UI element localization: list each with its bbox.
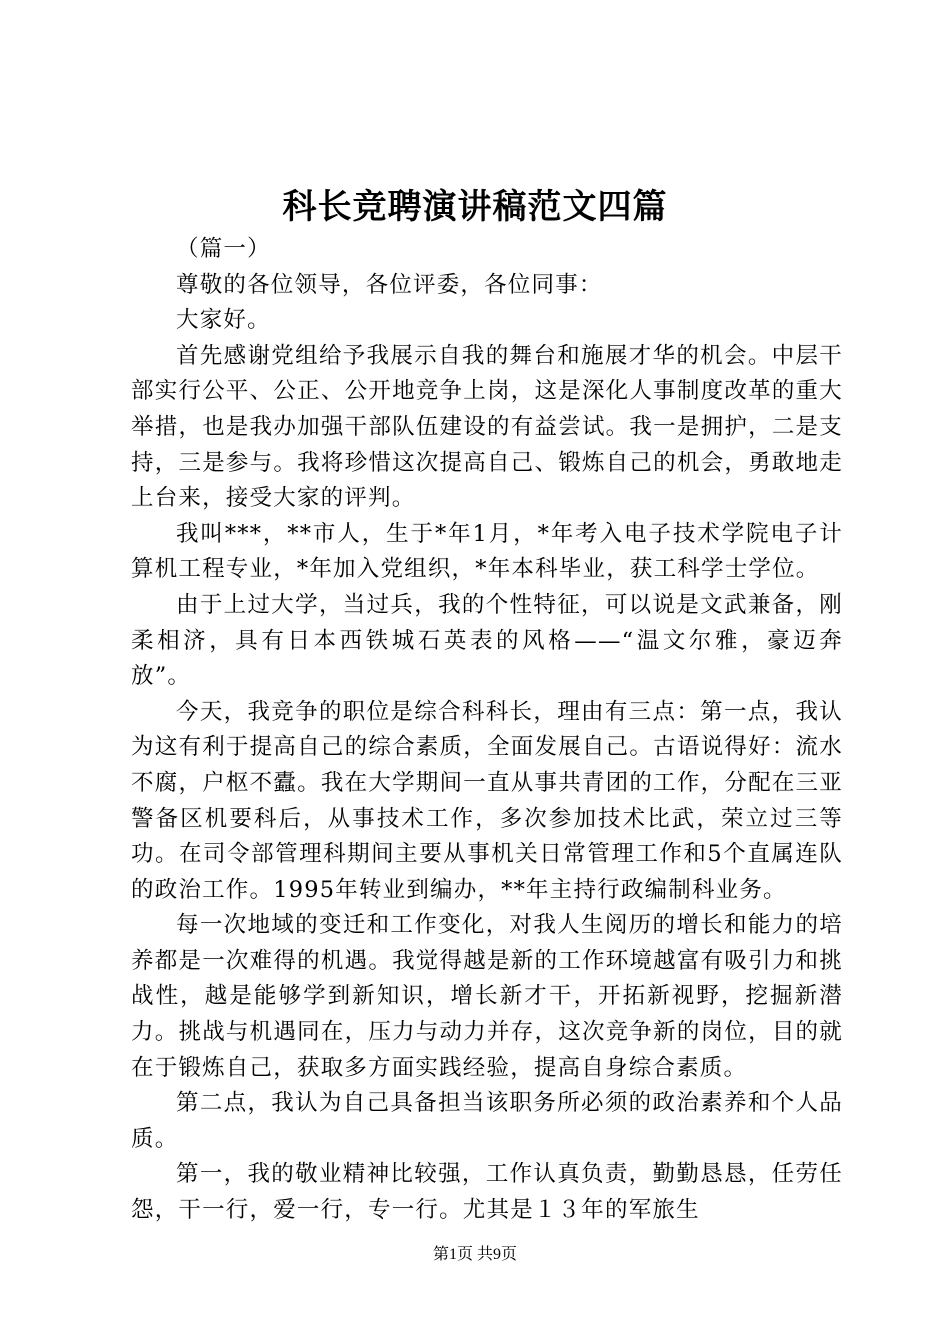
paragraph: 首先感谢党组给予我展示自我的舞台和施展才华的机会。中层干部实行公平、公正、公开地竞争上岗，这是深化人事制度改革的重大举措，也是我办加强干部队伍建设的有益尝试。我一是拥护，二是支持，三是参与。我将珍惜这次提高自己、锻炼自己的机会，勇敢地走上台来，接受大家的评判。 [131,342,843,512]
paragraph: 第二点，我认为自己具备担当该职务所必须的政治素养和个人品质。 [131,1090,843,1152]
page-footer: 第1页 共9页 [432,1246,517,1263]
paragraph: 每一次地域的变迁和工作变化，对我人生阅历的增长和能力的培养都是一次难得的机遇。我觉得越是新的工作环境越富有吸引力和挑战性，越是能够学到新知识，增长新才干，开拓新视野，挖掘新潜力。挑战与机遇同在，压力与动力并存，这次竞争新的岗位，目的就在于锻炼自己，获取多方面实践经验，提高自身综合素质。 [131,912,843,1081]
paragraph: 尊敬的各位领导，各位评委，各位同事： [176,271,603,298]
paragraph: 大家好。 [176,307,271,334]
document-body [131,232,843,1229]
paragraph: 由于上过大学，当过兵，我的个性特征，可以说是文武兼备，刚柔相济，具有日本西铁城石英表的风格——“温文尔雅，豪迈奔放”。 [131,591,843,690]
paragraph: 第一，我的敬业精神比较强，工作认真负责，勤勤恳恳，任劳任怨，干一行，爱一行，专一行。尤其是１３年的军旅生 [131,1161,843,1224]
document-title: 科长竞聘演讲稿范文四篇 [282,187,668,227]
paragraph: 今天，我竞争的职位是综合科科长，理由有三点：第一点，我认为这有利于提高自己的综合素质，全面发展自己。古语说得好：流水不腐，户枢不蠹。我在大学期间一直从事共青团的工作，分配在三亚警备区机要科后，从事技术工作，多次参加技术比武，荣立过三等功。在司令部管理科期间主要从事机关日常管理工作和5个直属连队的政治工作。1995年转业到编办，**年主持行政编制科业务。 [131,698,843,903]
paragraph: 我叫***，**市人，生于*年1月，*年考入电子技术学院电子计算机工程专业，*年加入党组织，*年本科毕业，获工科学士学位。 [131,520,843,583]
paragraph: （篇一） [176,236,271,262]
